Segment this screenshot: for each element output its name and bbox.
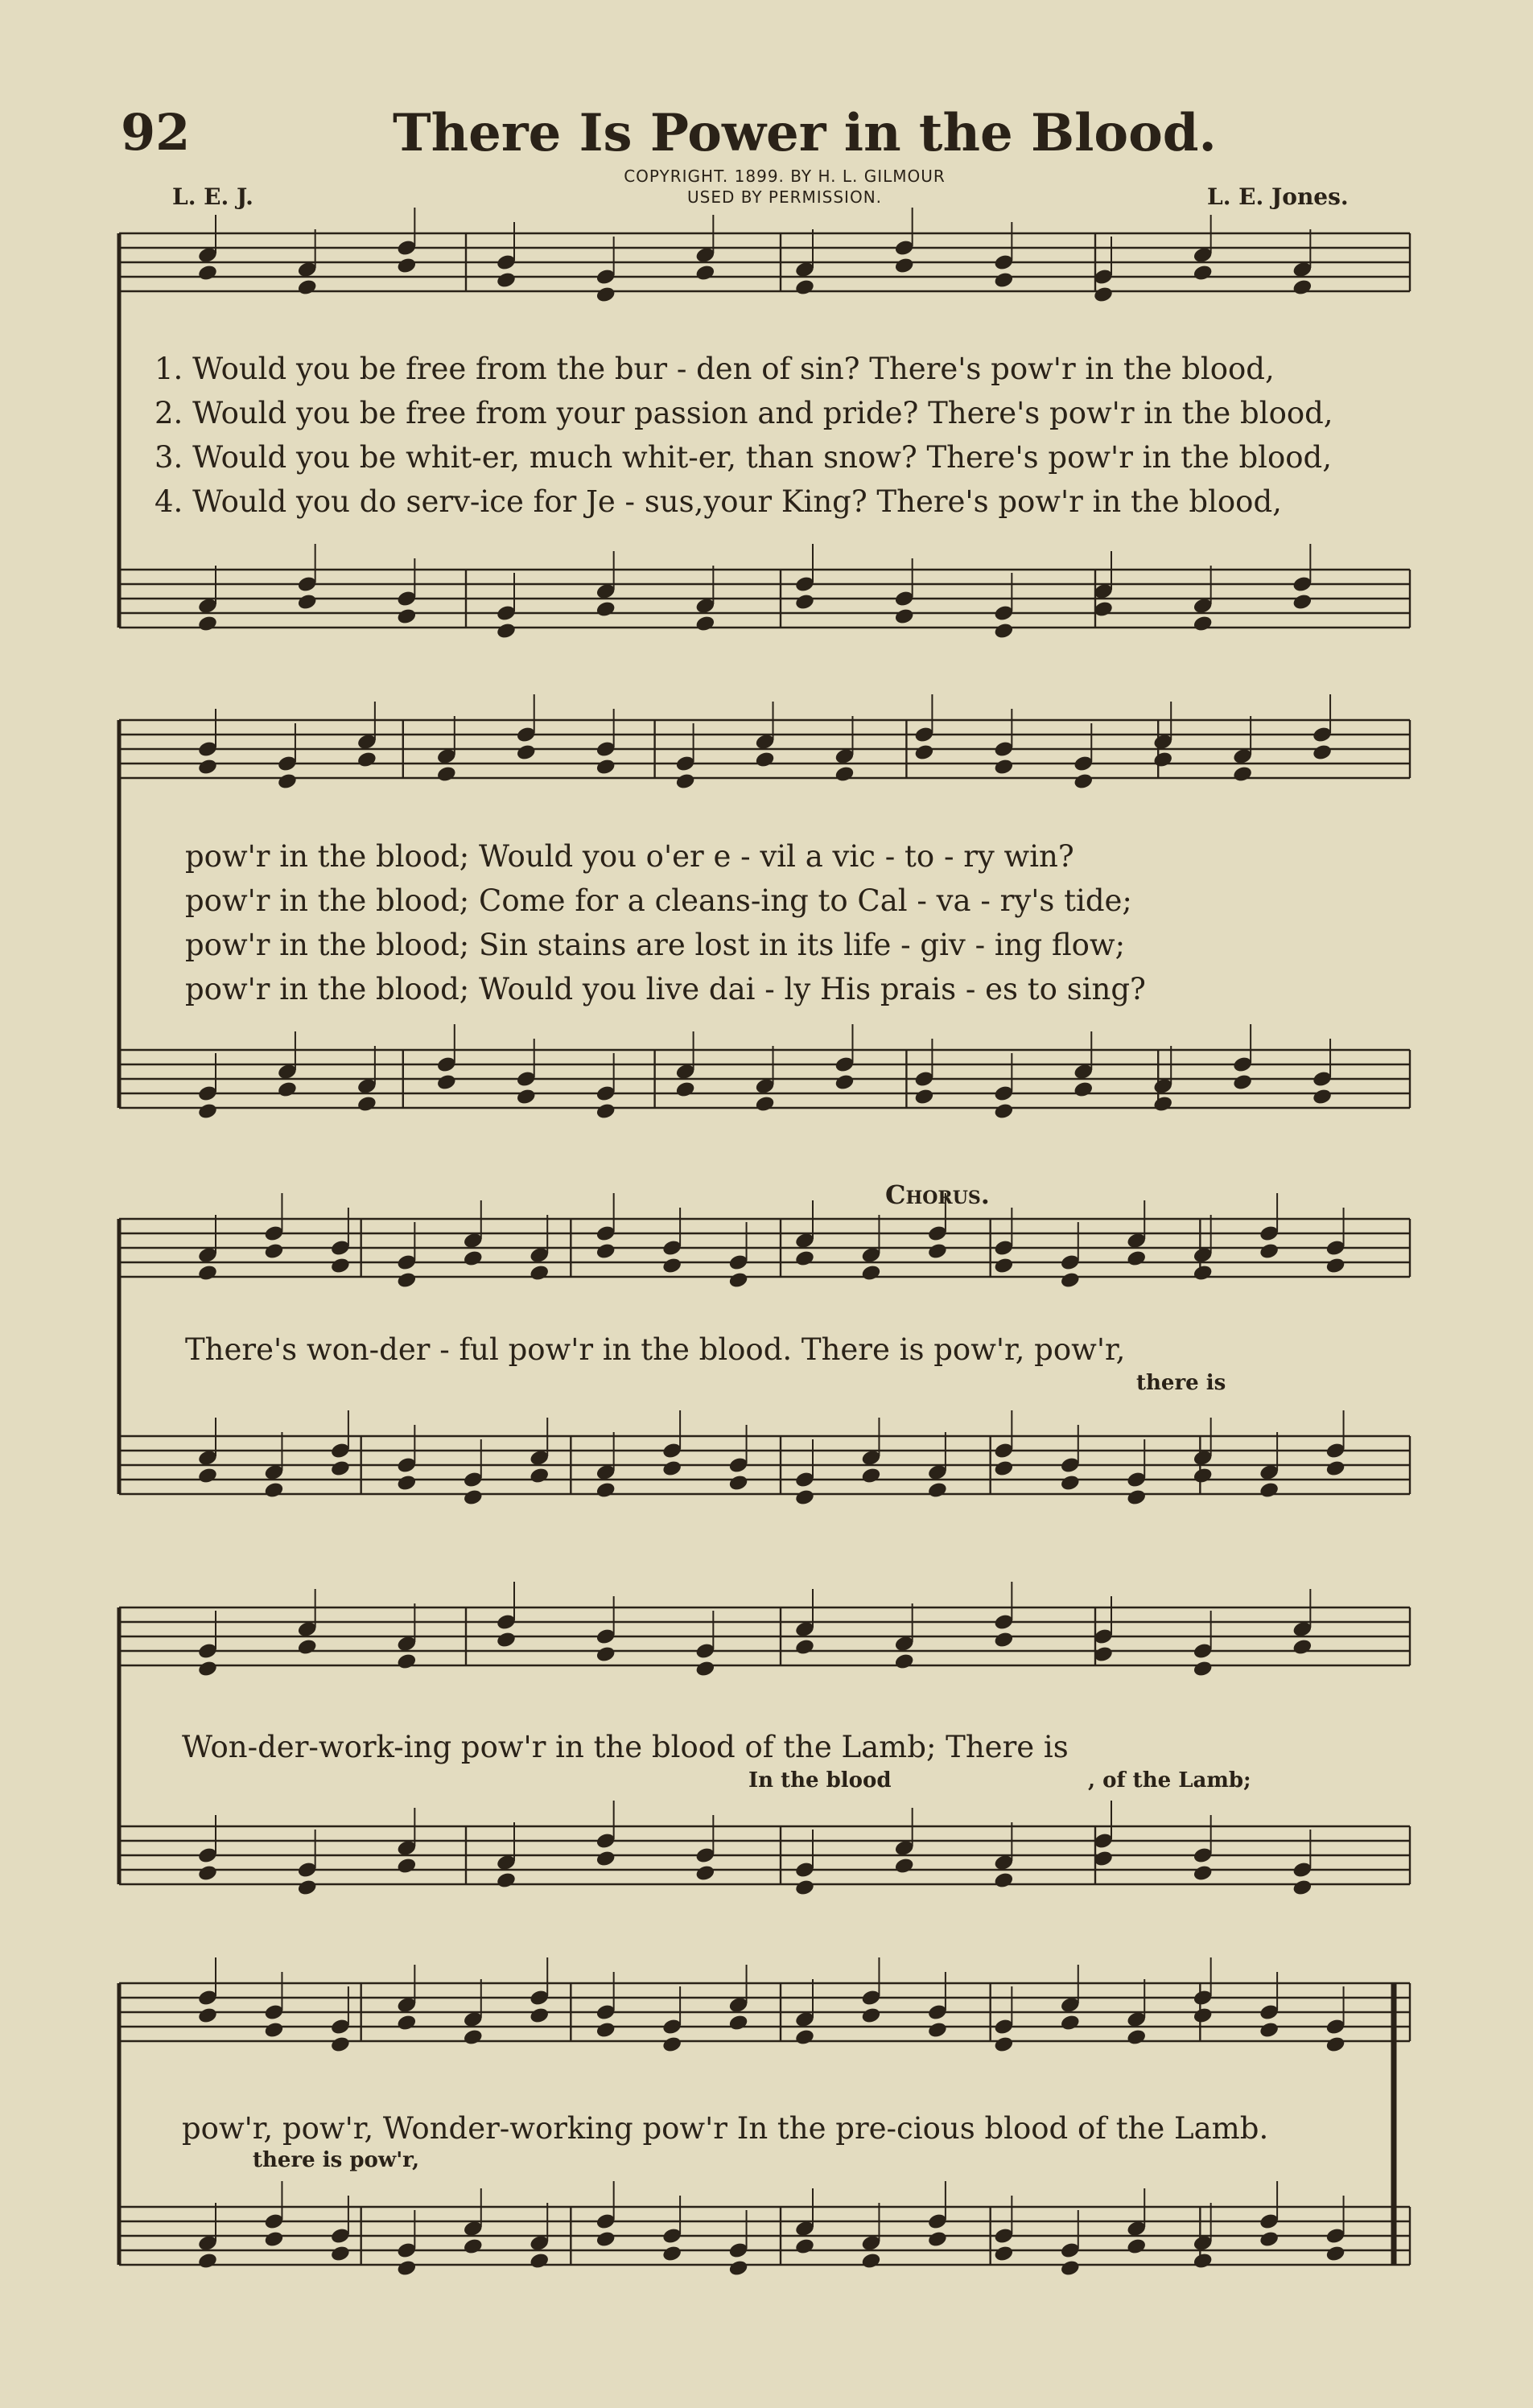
system-3-treble-note-head xyxy=(1259,1242,1280,1261)
system-2-treble-note-head xyxy=(197,758,218,776)
system-3-bass-note-head xyxy=(529,1467,550,1485)
system-5-bass-note-head xyxy=(794,2237,815,2256)
system-5-treble-note-head xyxy=(794,2028,815,2047)
system-1-treble-note-head xyxy=(1292,278,1313,297)
system-5-treble-note-head xyxy=(1259,2021,1280,2040)
system-4-treble-note-head xyxy=(1292,1638,1313,1657)
system-5-treble-note-head xyxy=(927,2021,948,2040)
system-4-treble-note-head xyxy=(794,1638,815,1657)
chorus-label: Chorus. xyxy=(885,1179,990,1210)
system-3-treble-note-head xyxy=(595,1242,616,1261)
system-1-treble-note-head xyxy=(794,278,815,297)
system-5-treble-note-head xyxy=(263,2021,284,2040)
system-1-treble-note-head xyxy=(197,264,218,282)
composer: L. E. Jones. xyxy=(1207,183,1349,210)
system-4-treble-note-head xyxy=(993,1631,1014,1649)
system-3-treble-note-head xyxy=(927,1242,948,1261)
system-5-bass-note-head xyxy=(1259,2230,1280,2249)
chorus-echo-4: there is pow'r, xyxy=(253,2148,420,2172)
system-3-bass-note-head xyxy=(396,1474,417,1492)
system-5-treble-note-head xyxy=(1325,2035,1345,2054)
system-2-bass-note-head xyxy=(1232,1073,1253,1092)
system-2-treble-note-head xyxy=(1152,751,1173,769)
verse-3-line-1: 3. Would you be whit-er, much whit-er, than snow? There's pow'r in the blood, xyxy=(155,440,1332,475)
verse-4-line-1: 4. Would you do serv-ice for Je - sus,your King? There's pow'r in the blood, xyxy=(155,484,1282,519)
system-2-treble-note-head xyxy=(1073,772,1094,791)
system-1-bass-note-head xyxy=(1193,615,1214,633)
verse-2-line-2: pow'r in the blood; Come for a cleans-ing to Cal - va - ry's tide; xyxy=(185,883,1132,918)
verse-2-line-1: 2. Would you be free from your passion and pride? There's pow'r in the blood, xyxy=(155,396,1333,430)
verse-1-line-2: pow'r in the blood; Would you o'er e - vil a vic - to - ry win? xyxy=(185,839,1074,874)
system-3-bass-note-head xyxy=(1325,1459,1345,1478)
system-5-bass-note-head xyxy=(330,2245,351,2263)
system-2-bass-note-head xyxy=(1073,1081,1094,1099)
system-3-treble-note-head xyxy=(661,1257,682,1275)
system-5-bass-note-head xyxy=(529,2252,550,2270)
system-5-treble-note-head xyxy=(330,2035,351,2054)
system-3-bass-note-head xyxy=(330,1459,351,1478)
system-3-treble-note-head xyxy=(727,1271,748,1290)
system-1-treble-note-head xyxy=(694,264,715,282)
system-1-treble-note-head xyxy=(496,271,517,290)
system-2-bass-note-head xyxy=(356,1095,377,1113)
system-1-bass-note-head xyxy=(894,607,915,626)
system-3-bass-note-head xyxy=(1259,1481,1280,1500)
system-4-bass-note-head xyxy=(894,1857,915,1875)
system-2-treble-note-head xyxy=(1232,765,1253,784)
system-4-bass-note-head xyxy=(993,1871,1014,1890)
system-5-bass-note-head xyxy=(1126,2237,1147,2256)
system-1-bass-note-head xyxy=(197,615,218,633)
system-4-treble-note-head xyxy=(197,1660,218,1678)
system-3-treble-note-head xyxy=(1126,1249,1147,1268)
system-3-bass-note-head xyxy=(1060,1474,1081,1492)
system-2-treble-note-head xyxy=(834,765,855,784)
system-4-bass-note-head xyxy=(794,1879,815,1897)
hymn-number: 92 xyxy=(121,103,191,162)
system-3-treble-note-head xyxy=(396,1271,417,1290)
permission-line: USED BY PERMISSION. xyxy=(686,187,883,207)
system-2-bass-note-head xyxy=(277,1081,298,1099)
system-3-treble-note-head xyxy=(993,1257,1014,1275)
system-5-treble-note-head xyxy=(993,2035,1014,2054)
lyricist: L. E. J. xyxy=(172,183,253,210)
system-1-treble-note-head xyxy=(993,271,1014,290)
system-4-bass-note-head xyxy=(694,1864,715,1883)
system-5-treble-note-head xyxy=(396,2014,417,2032)
chorus-line-3: pow'r, pow'r, Wonder-working pow'r In the pre-cious blood of the Lamb. xyxy=(182,2111,1269,2146)
system-2-bass-note-head xyxy=(754,1095,775,1113)
system-1-treble-note-head xyxy=(1193,264,1214,282)
system-5-treble-note-head xyxy=(197,2007,218,2025)
system-5-bass-note-head xyxy=(993,2245,1014,2263)
system-2-bass-note-head xyxy=(834,1073,855,1092)
system-4-bass-note-head xyxy=(197,1864,218,1883)
system-2-treble-note-head xyxy=(356,751,377,769)
hymn-title: There Is Power in the Blood. xyxy=(393,103,1217,163)
system-2-bass-note-head xyxy=(993,1102,1014,1121)
system-3-bass-note-head xyxy=(263,1481,284,1500)
system-2-bass-note-head xyxy=(595,1102,616,1121)
system-3-treble-note-head xyxy=(794,1249,815,1268)
system-3-bass-note-head xyxy=(197,1467,218,1485)
system-1-bass-note-head xyxy=(694,615,715,633)
system-4-treble-note-head xyxy=(894,1653,915,1671)
system-1-bass-note-head xyxy=(794,593,815,611)
system-2-treble-note-head xyxy=(675,772,696,791)
system-1-treble-note-head xyxy=(396,257,417,275)
system-2-treble-note-head xyxy=(516,743,537,762)
system-5-treble-note-head xyxy=(463,2028,484,2047)
chorus-echo-2: In the blood xyxy=(748,1768,892,1793)
system-3-treble-note-head xyxy=(1325,1257,1345,1275)
system-1-bass-note-head xyxy=(993,622,1014,640)
chorus-line-2: Won-der-work-ing pow'r in the blood of the Lamb; There is xyxy=(182,1730,1069,1764)
system-2-treble-note-head xyxy=(595,758,616,776)
system-1-bass-note-head xyxy=(595,600,616,619)
system-5-bass-note-head xyxy=(927,2230,948,2249)
verse-1-line-1: 1. Would you be free from the bur - den of sin? There's pow'r in the blood, xyxy=(155,352,1275,386)
system-3-bass-note-head xyxy=(1193,1467,1214,1485)
system-5-bass-note-head xyxy=(595,2230,616,2249)
system-4-bass-note-head xyxy=(1193,1864,1214,1883)
system-5-bass-note-head xyxy=(396,2259,417,2278)
verse-4-line-2: pow'r in the blood; Would you live dai - ly His prais - es to sing? xyxy=(185,972,1146,1006)
system-5-treble-note-head xyxy=(1193,2007,1214,2025)
system-5-bass-note-head xyxy=(197,2252,218,2270)
system-3-bass-note-head xyxy=(727,1474,748,1492)
system-5-bass-note-head xyxy=(661,2245,682,2263)
system-4-treble-note-head xyxy=(297,1638,318,1657)
system-2-bass-note-head xyxy=(436,1073,457,1092)
system-1-bass-note-head xyxy=(297,593,318,611)
verse-3-line-2: pow'r in the blood; Sin stains are lost in its life - giv - ing flow; xyxy=(185,928,1126,962)
system-4-bass-note-head xyxy=(1292,1879,1313,1897)
system-5-bass-note-head xyxy=(1325,2245,1345,2263)
system-2-bass-note-head xyxy=(675,1081,696,1099)
system-3-treble-note-head xyxy=(330,1257,351,1275)
system-2-bass-note-head xyxy=(1312,1088,1333,1106)
system-3-bass-note-head xyxy=(1126,1488,1147,1507)
system-2-bass-note-head xyxy=(913,1088,934,1106)
system-3-treble-note-head xyxy=(463,1249,484,1268)
system-4-bass-note-head xyxy=(595,1850,616,1868)
system-3-treble-note-head xyxy=(529,1264,550,1282)
system-2-treble-note-head xyxy=(436,765,457,784)
system-5-treble-note-head xyxy=(860,2007,881,2025)
system-1-treble-note-head xyxy=(595,286,616,304)
system-2-bass-note-head xyxy=(1152,1095,1173,1113)
system-3-bass-note-head xyxy=(993,1459,1014,1478)
system-5-bass-note-head xyxy=(1060,2259,1081,2278)
system-5-bass-note-head xyxy=(463,2237,484,2256)
system-5-treble-note-head xyxy=(661,2035,682,2054)
system-3-treble-note-head xyxy=(860,1264,881,1282)
system-5-bass-note-head xyxy=(263,2230,284,2249)
system-4-treble-note-head xyxy=(396,1653,417,1671)
system-5-treble-note-head xyxy=(1126,2028,1147,2047)
system-5-treble-note-head xyxy=(529,2007,550,2025)
system-5-bass-note-head xyxy=(860,2252,881,2270)
system-1-treble-note-head xyxy=(894,257,915,275)
chorus-echo-1: there is xyxy=(1136,1371,1226,1395)
system-2-treble-note-head xyxy=(277,772,298,791)
system-4-bass-note-head xyxy=(496,1871,517,1890)
system-2-bass-note-head xyxy=(197,1102,218,1121)
system-2-treble-note-head xyxy=(754,751,775,769)
system-3-treble-note-head xyxy=(1193,1264,1214,1282)
system-3-bass-note-head xyxy=(463,1488,484,1507)
system-5-bass-note-head xyxy=(1193,2252,1214,2270)
system-3-bass-note-head xyxy=(927,1481,948,1500)
system-1-bass-note-head xyxy=(396,607,417,626)
system-3-treble-note-head xyxy=(263,1242,284,1261)
system-2-treble-note-head xyxy=(913,743,934,762)
system-1-treble-note-head xyxy=(297,278,318,297)
system-3-bass-note-head xyxy=(794,1488,815,1507)
system-4-treble-note-head xyxy=(1193,1660,1214,1678)
system-4-treble-note-head xyxy=(595,1645,616,1664)
copyright-line: COPYRIGHT. 1899. BY H. L. GILMOUR xyxy=(624,167,946,186)
system-3-bass-note-head xyxy=(860,1467,881,1485)
system-1-bass-note-head xyxy=(496,622,517,640)
system-3-treble-note-head xyxy=(1060,1271,1081,1290)
system-3-treble-note-head xyxy=(197,1264,218,1282)
system-1-bass-note-head xyxy=(1292,593,1313,611)
system-4-bass-note-head xyxy=(396,1857,417,1875)
system-5-treble-note-head xyxy=(727,2014,748,2032)
system-5-treble-note-head xyxy=(1060,2014,1081,2032)
system-2-bass-note-head xyxy=(516,1088,537,1106)
system-4-treble-note-head xyxy=(694,1660,715,1678)
chorus-line-1: There's won-der - ful pow'r in the blood. There is pow'r, pow'r, xyxy=(185,1332,1126,1367)
system-4-bass-note-head xyxy=(297,1879,318,1897)
system-3-bass-note-head xyxy=(661,1459,682,1478)
system-3-bass-note-head xyxy=(595,1481,616,1500)
system-2-treble-note-head xyxy=(1312,743,1333,762)
chorus-echo-3: , of the Lamb; xyxy=(1088,1768,1251,1793)
system-4-treble-note-head xyxy=(496,1631,517,1649)
system-5-bass-note-head xyxy=(727,2259,748,2278)
system-2-treble-note-head xyxy=(993,758,1014,776)
system-5-treble-note-head xyxy=(595,2021,616,2040)
